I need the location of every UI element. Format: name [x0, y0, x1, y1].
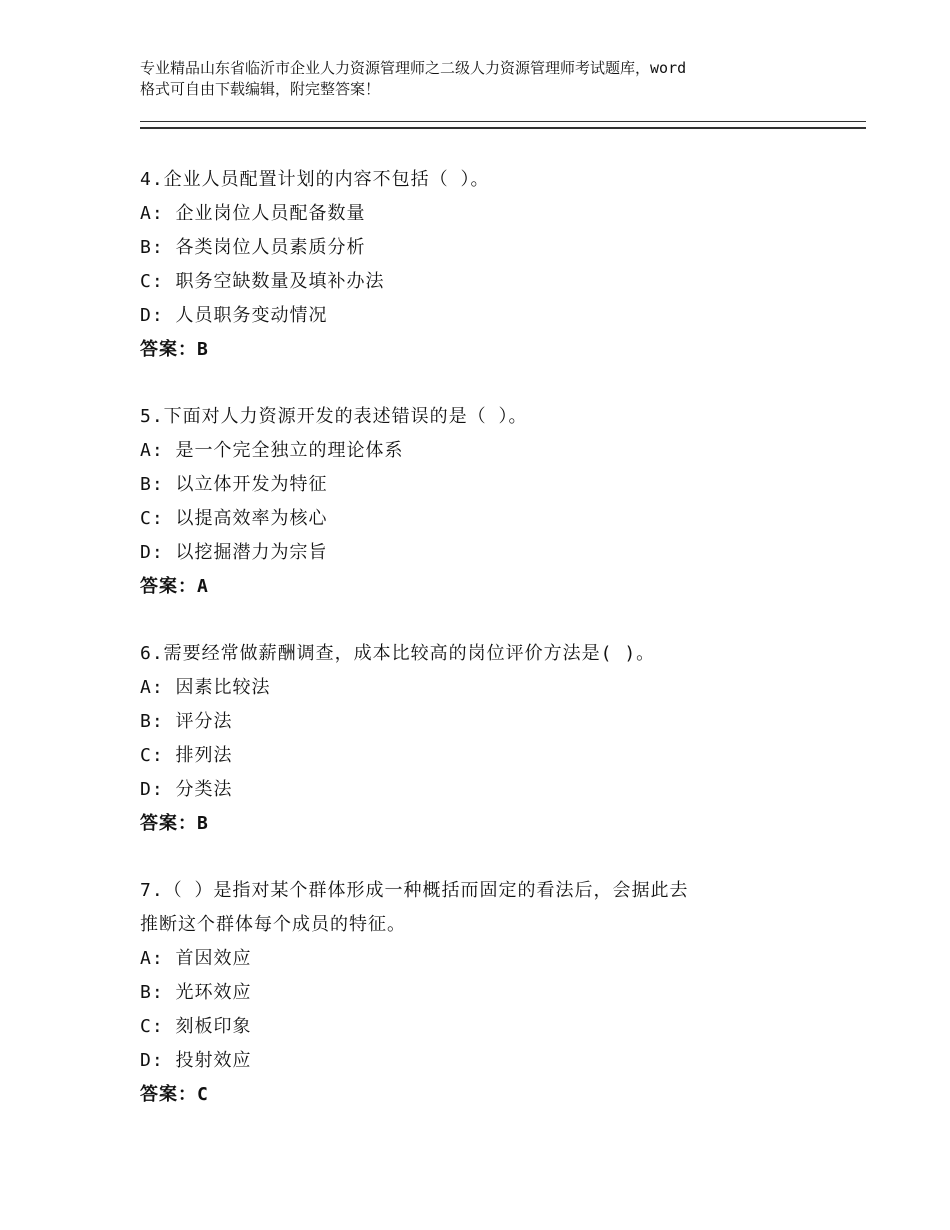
- question-stem: 5.下面对人力资源开发的表述错误的是（ ）。: [140, 406, 528, 427]
- option-c: C: 排列法: [140, 745, 233, 766]
- answer-label: 答案：A: [140, 576, 209, 597]
- option-d: D: 人员职务变动情况: [140, 305, 328, 326]
- document-header: [140, 58, 840, 100]
- option-c: C: 职务空缺数量及填补办法: [140, 271, 385, 292]
- option-b: B: 光环效应: [140, 982, 252, 1003]
- option-d: D: 以挖掘潜力为宗旨: [140, 542, 328, 563]
- question-5: [140, 400, 840, 604]
- question-7: [140, 874, 840, 1112]
- question-stem: 7.（ ）是指对某个群体形成一种概括而固定的看法后，会据此去: [140, 880, 689, 901]
- question-4: [140, 163, 840, 367]
- question-6: [140, 637, 840, 841]
- header-line-1: 专业精品山东省临沂市企业人力资源管理师之二级人力资源管理师考试题库，word: [140, 59, 687, 77]
- answer-label: 答案：B: [140, 339, 209, 360]
- option-b: B: 各类岗位人员素质分析: [140, 237, 366, 258]
- question-list: [140, 163, 840, 1145]
- option-c: C: 刻板印象: [140, 1016, 252, 1037]
- option-a: A: 首因效应: [140, 948, 252, 969]
- option-d: D: 投射效应: [140, 1050, 252, 1071]
- question-stem-continued: 推断这个群体每个成员的特征。: [140, 914, 406, 935]
- option-b: B: 评分法: [140, 711, 233, 732]
- option-c: C: 以提高效率为核心: [140, 508, 328, 529]
- answer-label: 答案：B: [140, 813, 209, 834]
- option-b: B: 以立体开发为特征: [140, 474, 328, 495]
- option-a: A: 企业岗位人员配备数量: [140, 203, 366, 224]
- option-d: D: 分类法: [140, 779, 233, 800]
- option-a: A: 是一个完全独立的理论体系: [140, 440, 404, 461]
- question-stem: 6.需要经常做薪酬调查，成本比较高的岗位评价方法是( )。: [140, 643, 656, 664]
- answer-label: 答案：C: [140, 1084, 209, 1105]
- header-line-2: 格式可自由下载编辑，附完整答案！: [140, 80, 381, 98]
- header-divider: [140, 121, 866, 129]
- question-stem: 4.企业人员配置计划的内容不包括（ ）。: [140, 169, 490, 190]
- option-a: A: 因素比较法: [140, 677, 271, 698]
